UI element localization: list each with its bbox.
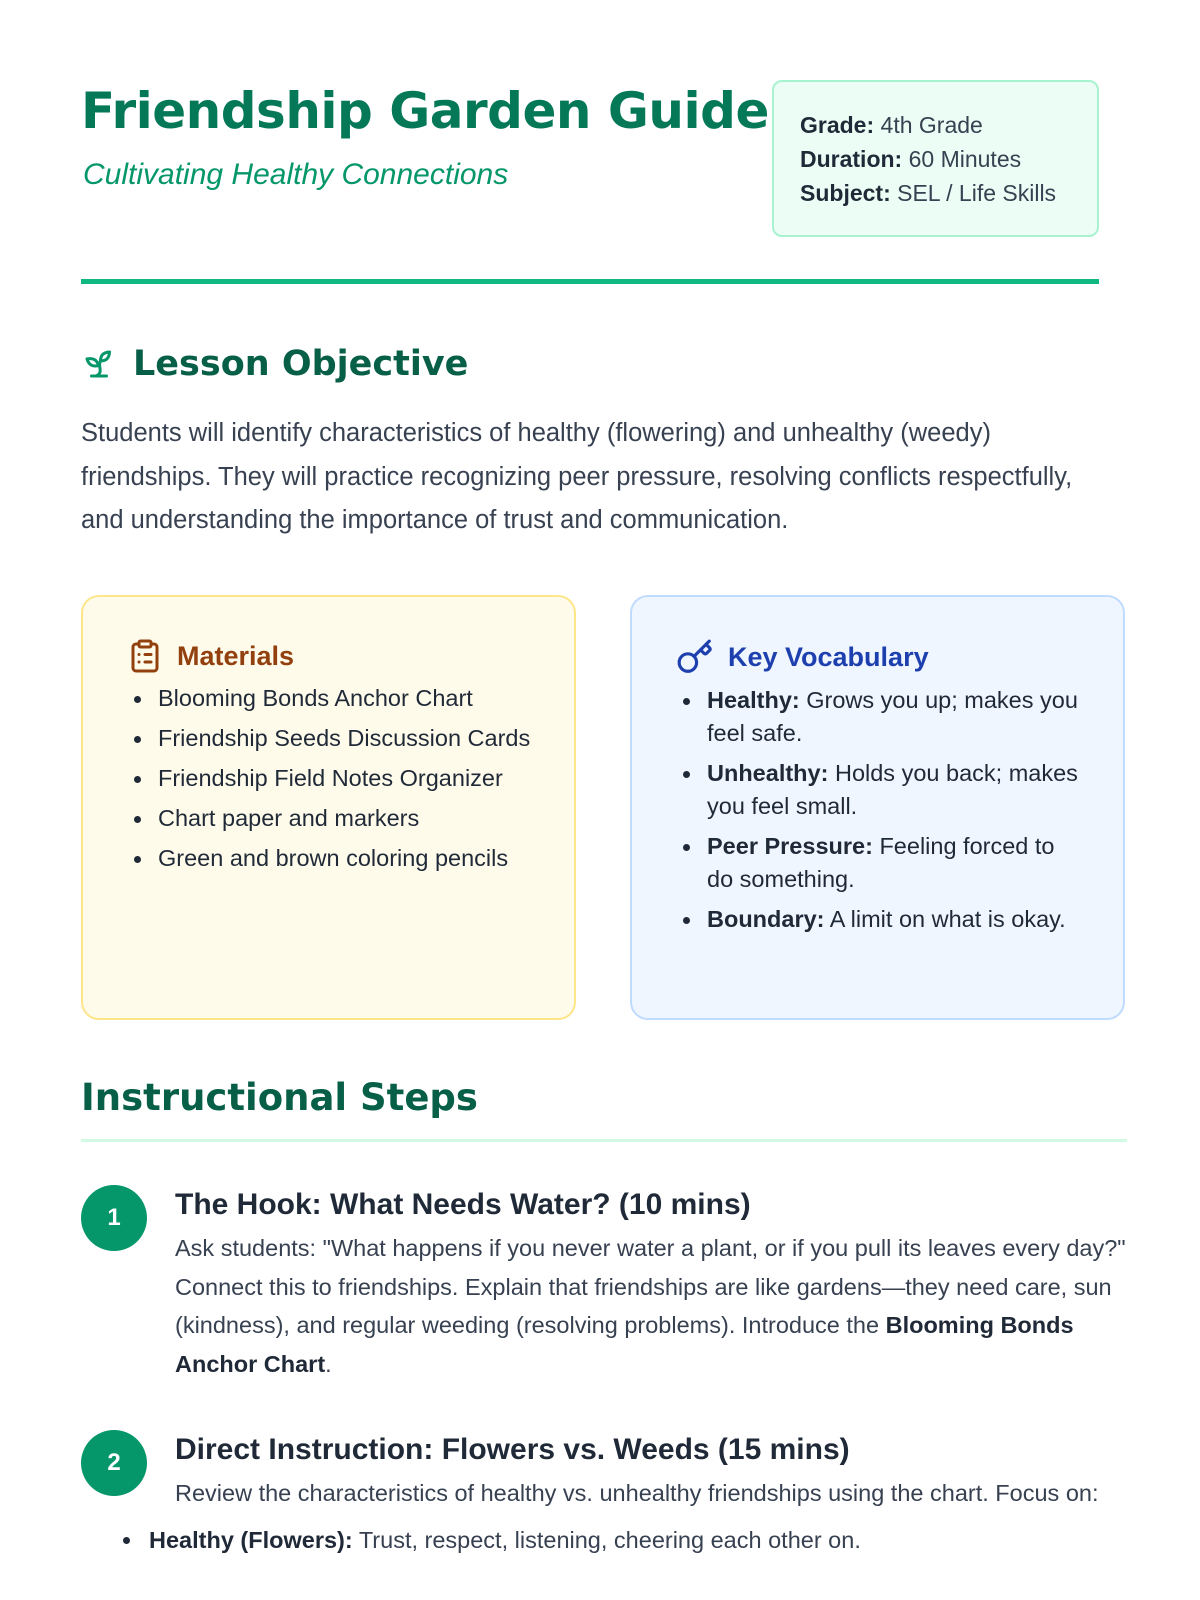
step-text: Ask students: "What happens if you never water a plant, or if you pull its leaves every day?" Connect this to friendships. Explain that friendships are like gardens—they need care, sun (kindness), and regular weeding (resolving problems). Introduce the Blooming Bonds Anchor Chart. [175, 1235, 1126, 1377]
page-subtitle: Cultivating Healthy Connections [83, 158, 509, 191]
step-number-badge: 2 [81, 1430, 147, 1496]
sprout-icon [81, 346, 117, 382]
list-item: Peer Pressure: Feeling forced to do something. [676, 830, 1087, 896]
meta-grade: Grade: 4th Grade [800, 112, 983, 138]
objective-heading: Lesson Objective [81, 344, 468, 384]
list-item: Boundary: A limit on what is okay. [676, 903, 1087, 936]
list-item: Friendship Seeds Discussion Cards [127, 722, 538, 755]
page-title: Friendship Garden Guide [81, 82, 769, 140]
materials-heading: Materials [127, 638, 538, 674]
step-body [149, 1430, 1127, 1557]
header [81, 0, 1099, 284]
step-list [115, 1523, 1127, 1557]
meta-subject: Subject: SEL / Life Skills [800, 180, 1057, 206]
step-number-badge: 1 [81, 1185, 147, 1251]
vocabulary-heading: Key Vocabulary [676, 638, 1087, 676]
step-body [175, 1185, 1127, 1383]
list-item: Healthy: Grows you up; makes you feel safe. [676, 684, 1087, 750]
list-item: Friendship Field Notes Organizer [127, 762, 538, 795]
step-text: Review the characteristics of healthy vs. unhealthy friendships using the chart. Focus on: [175, 1480, 1099, 1506]
steps-heading: Instructional Steps [81, 1076, 1127, 1142]
materials-card [81, 595, 576, 1020]
list-item: Green and brown coloring pencils [127, 842, 538, 875]
step-title: The Hook: What Needs Water? (10 mins) [175, 1188, 751, 1221]
key-icon [676, 638, 714, 676]
list-item: Chart paper and markers [127, 802, 538, 835]
objective-text: Students will identify characteristics of healthy (flowering) and unhealthy (weedy) friendships. They will practice recognizing peer pressure, resolving conflicts respectfully, and understanding the importance of trust and communication. [81, 419, 1073, 534]
step-title: Direct Instruction: Flowers vs. Weeds (15 mins) [175, 1433, 850, 1466]
vocabulary-card [630, 595, 1125, 1020]
meta-duration: Duration: 60 Minutes [800, 146, 1022, 172]
list-item: Blooming Bonds Anchor Chart [127, 682, 538, 715]
materials-list [127, 682, 538, 875]
list-item: Unhealthy: Holds you back; makes you feel small. [676, 757, 1087, 823]
clipboard-icon [127, 638, 163, 674]
list-item: Healthy (Flowers): Trust, respect, listening, cheering each other on. [115, 1523, 1127, 1557]
lesson-meta-box [772, 80, 1099, 237]
vocabulary-list [676, 684, 1087, 936]
